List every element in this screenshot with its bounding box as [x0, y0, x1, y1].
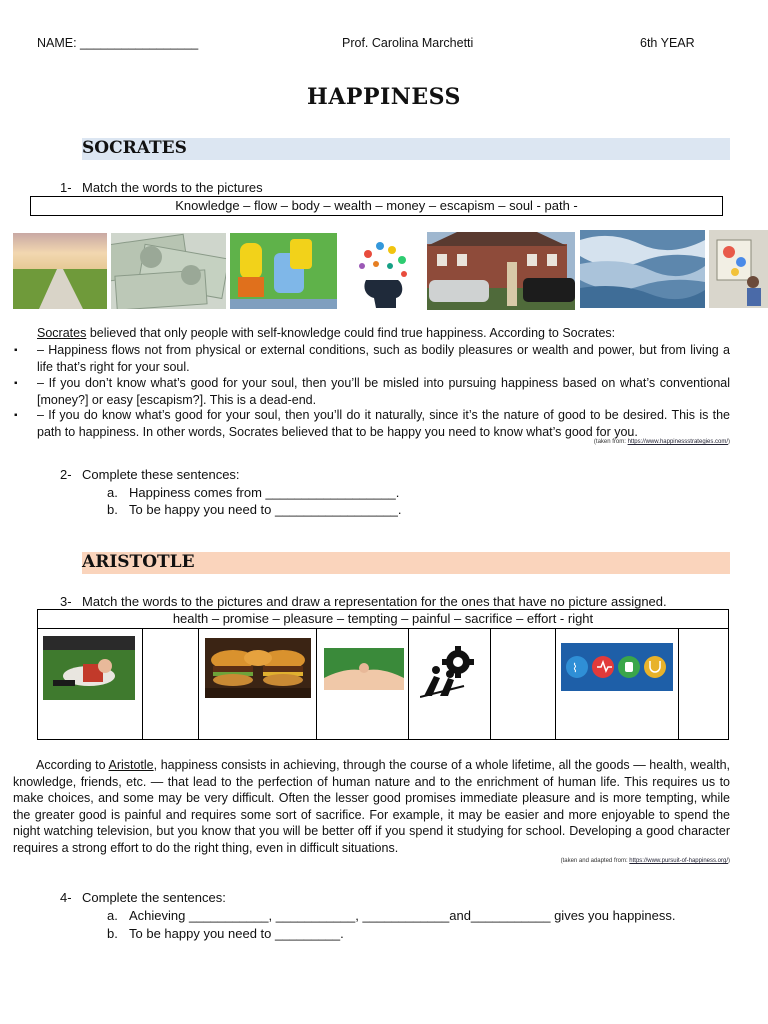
aristotle-para-rest: , happiness consists in achieving, through the course of a whole lifetime, all the goods — health, wealth, knowledge, friends, etc. — that lead to the perfection of human nature and to the enrichment of human life. This requires us to make choices, and some may be very difficult. Often the lesser good promises immediate pleasure and is more tempting, while the greater good is painful and requires some sort of sacrifice. For example, it may be easier and more enjoyable to spend the night watching television, but you know that you will be better off if you spend it studying for school. Developing a good character requires a strong effort to do the right thing, even in difficult situations.	[13, 758, 731, 855]
mansion-car-image	[427, 232, 575, 310]
grid-divider	[198, 628, 199, 739]
aristotle-paragraph	[13, 757, 730, 856]
school-year: 6th YEAR	[640, 36, 695, 50]
question-2b-text: To be happy you need to _________________.	[129, 502, 402, 517]
health-icons-image	[561, 643, 673, 691]
aristotle-source-link[interactable]: https://www.pursuit-of-happiness.org/	[629, 858, 728, 864]
pinky-promise-image	[324, 648, 404, 690]
item-letter: b.	[107, 502, 118, 517]
grid-divider	[142, 628, 143, 739]
source-prefix: (taken from:	[593, 439, 628, 445]
item-letter: a.	[107, 908, 118, 923]
grid-divider	[490, 628, 491, 739]
child-painting-image	[709, 230, 768, 308]
question-4-number: 4-	[60, 890, 72, 905]
aristotle-para-start: According to	[36, 758, 109, 772]
socrates-bullet-1: – Happiness flows not from physical or external conditions, such as bodily pleasures or wealth and power, but from living a life that’s right for your soul.	[37, 343, 730, 374]
money-bills-image	[111, 233, 226, 309]
socrates-intro-text: believed that only people with self-knowledge could find true happiness. According to Socrates:	[86, 326, 616, 340]
question-3-number: 3-	[60, 594, 72, 609]
burgers-image	[205, 638, 311, 698]
socrates-bullet-3: – If you do know what’s good for your soul, then you’ll do it naturally, since it’s the nature of good to be desired. This is the path to happiness. In other words, Socrates believed that to be happy you need to know what’s good for you.	[37, 408, 730, 439]
grid-divider	[555, 628, 556, 739]
aristotle-heading-band	[82, 552, 730, 574]
source-suffix: )	[728, 439, 730, 445]
svg-text:⌇: ⌇	[572, 661, 578, 675]
bullet-marker: ▪	[14, 345, 18, 356]
question-3	[60, 594, 667, 609]
grid-divider	[678, 628, 679, 739]
question-2-number: 2-	[60, 467, 72, 482]
question-2a-text: Happiness comes from __________________.	[129, 485, 400, 500]
question-1-text: Match the words to the pictures	[82, 180, 263, 195]
teacher-name: Prof. Carolina Marchetti	[342, 36, 474, 50]
socrates-source	[400, 439, 730, 445]
cartoon-image	[230, 233, 337, 309]
teamwork-gear-icon	[420, 646, 478, 698]
name-field-label: NAME: _________________	[37, 36, 199, 50]
aristotle-word-bank: health – promise – pleasure – tempting – painful – sacrifice – effort - right	[37, 609, 729, 629]
injured-player-image	[43, 636, 135, 700]
question-4b	[107, 926, 344, 941]
mind-icons-image	[352, 236, 412, 310]
bullet-marker: ▪	[14, 410, 18, 421]
socrates-heading-band	[82, 138, 730, 160]
socrates-word-bank: Knowledge – flow – body – wealth – money – escapism – soul - path -	[30, 196, 723, 216]
item-letter: b.	[107, 926, 118, 941]
item-letter: a.	[107, 485, 118, 500]
socrates-name: Socrates	[37, 326, 87, 340]
aristotle-heading: ARISTOTLE	[82, 552, 195, 572]
question-2a	[107, 485, 399, 500]
grid-divider	[408, 628, 409, 739]
source-prefix: (taken and adapted from:	[560, 858, 630, 864]
question-4a	[107, 908, 676, 923]
question-4b-text: To be happy you need to _________.	[129, 926, 344, 941]
page-title: HAPPINESS	[307, 84, 461, 110]
water-flow-image	[580, 230, 705, 308]
source-suffix: )	[728, 858, 730, 864]
bullet-marker: ▪	[14, 378, 18, 389]
question-4-text: Complete the sentences:	[82, 890, 226, 905]
socrates-bullet-2: – If you don’t know what’s good for your soul, then you’ll be misled into pursuing happiness based on what’s conventional [money?] or easy [escapism?]. This is a dead-end.	[37, 376, 730, 407]
grid-divider	[316, 628, 317, 739]
question-4a-text: Achieving ___________, ___________, ____________and___________ gives you happiness.	[129, 908, 676, 923]
question-2-text: Complete these sentences:	[82, 467, 240, 482]
socrates-source-link[interactable]: https://www.happinessstrategies.com/	[627, 439, 728, 445]
question-1-number: 1-	[60, 180, 72, 195]
aristotle-source	[400, 858, 730, 864]
socrates-intro	[37, 325, 730, 342]
question-3-text: Match the words to the pictures and draw a representation for the ones that have no picture assigned.	[82, 594, 667, 609]
question-2	[60, 467, 240, 482]
question-4	[60, 890, 226, 905]
aristotle-name: Aristotle	[108, 758, 154, 772]
question-2b	[107, 502, 402, 517]
socrates-heading: SOCRATES	[82, 138, 187, 158]
question-1	[60, 180, 263, 195]
road-field-image	[13, 233, 107, 309]
